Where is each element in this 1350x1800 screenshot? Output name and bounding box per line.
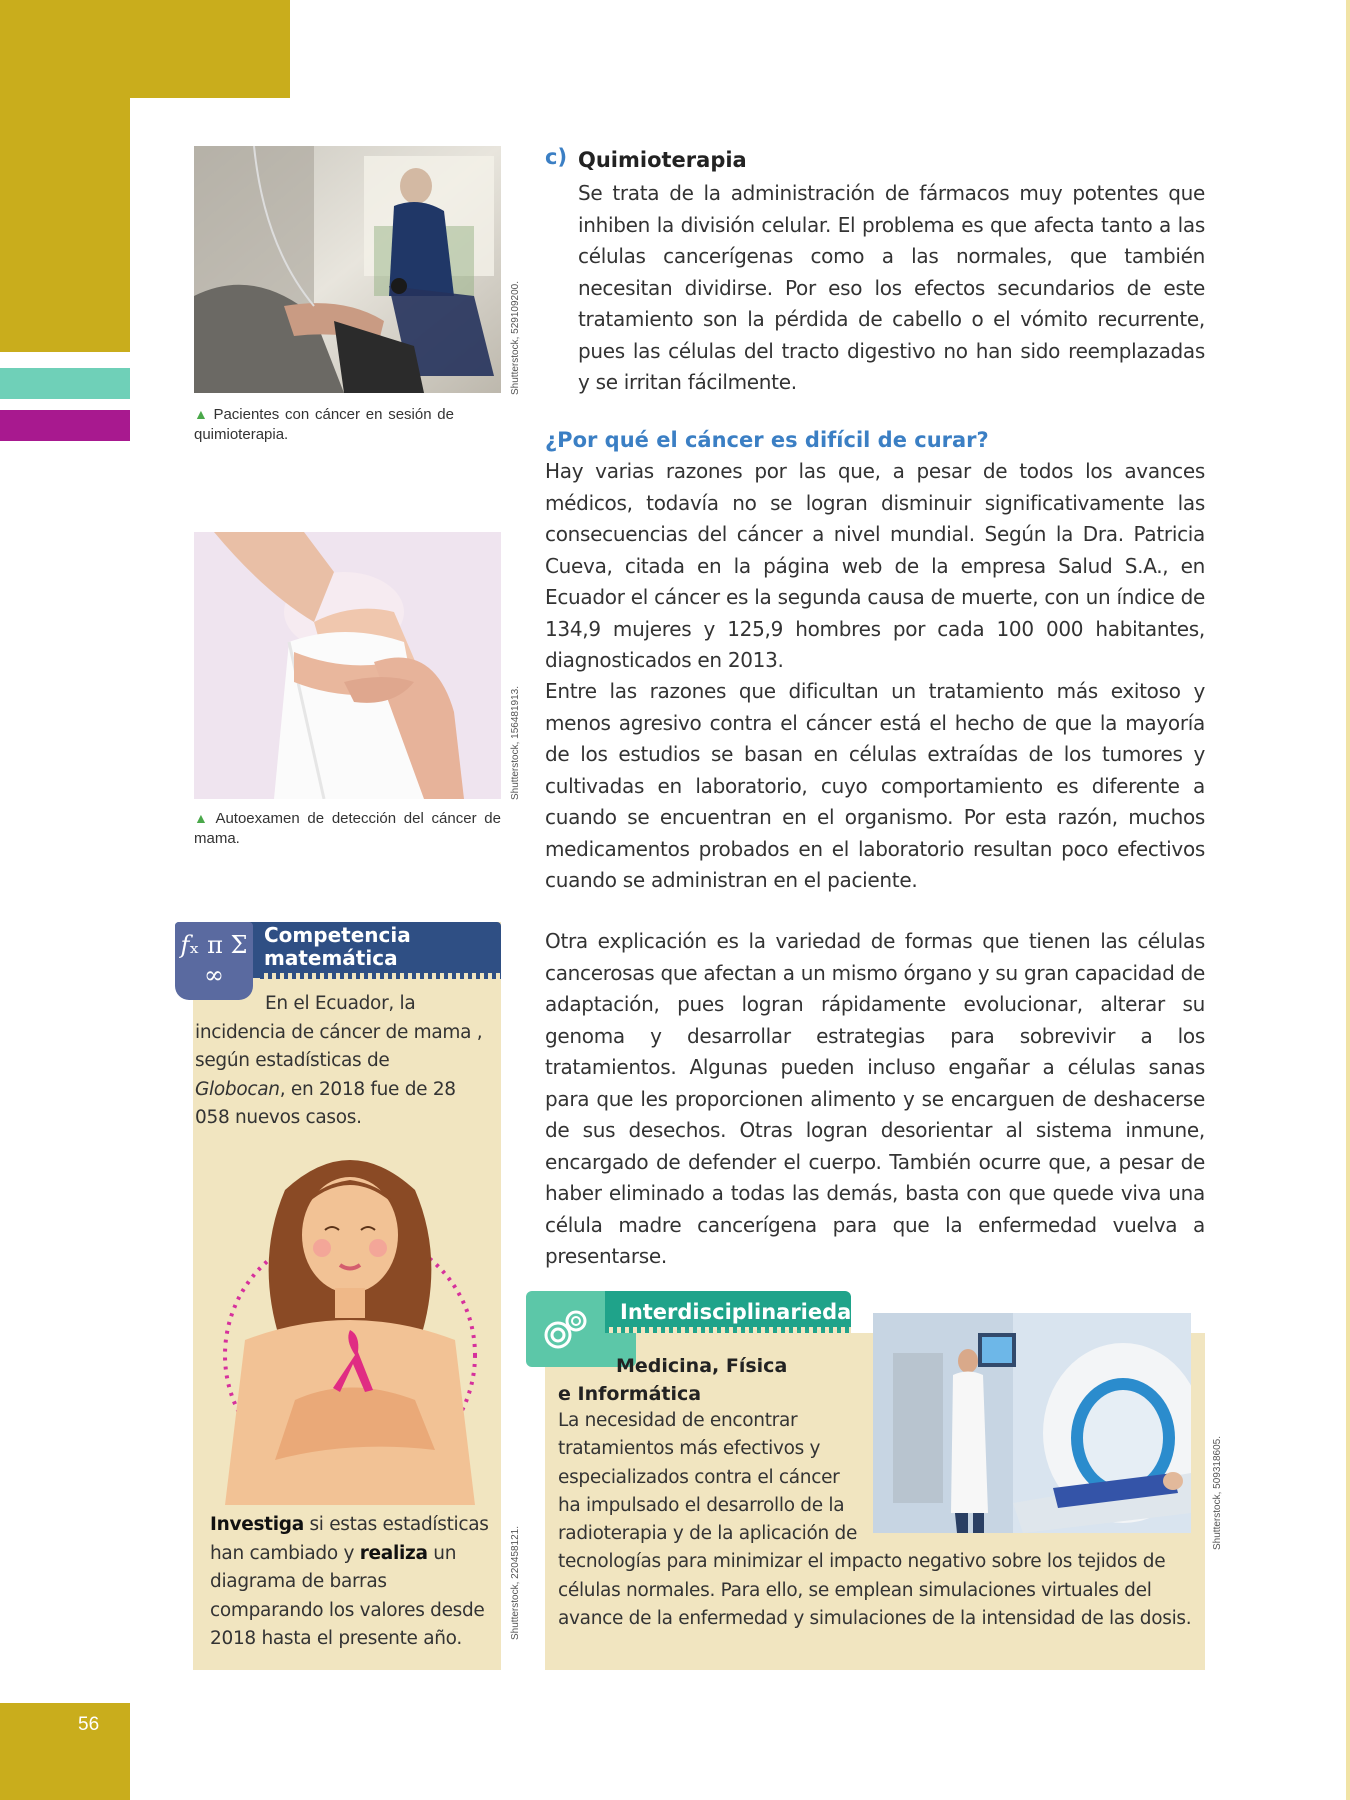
teal-stripe: [0, 368, 130, 399]
competencia-task: Investiga si estas estadísticas han cambiado y realiza un diagrama de barras comparando los valores desde 2018 hasta el presente año.: [210, 1514, 489, 1649]
math-symbols-icon: 𝑓ₓ π Σ ∞: [175, 922, 253, 1000]
chemotherapy-section: [545, 145, 1205, 399]
gold-footer-band: [0, 1703, 130, 1800]
chemotherapy-photo-credit: Shutterstock, 529109200.: [510, 281, 521, 395]
magenta-stripe: [0, 410, 130, 441]
triangle-bullet-icon: ▲: [194, 810, 212, 826]
why-paragraph-1: Hay varias razones por las que, a pesar de todos los avances médicos, todavía no se logran disminuir significativamente las consecuencias del cáncer a nivel mundial. Según la Dra. Patricia Cueva, citada en la página web de la empresa Salud S.A., en Ecuador el cáncer es la segunda causa de muerte, con un índice de 134,9 mujeres y 125,9 hombres por cada 100 000 habitantes, diagnosticados en 2013.: [545, 459, 1205, 672]
triangle-bullet-icon: ▲: [194, 406, 210, 422]
mri-photo-credit: Shutterstock, 509318605.: [1212, 1436, 1223, 1550]
chemotherapy-caption: ▲ Pacientes con cáncer en sesión de quimioterapia.: [194, 406, 454, 443]
section-body: Se trata de la administración de fármacos muy potentes que inhiben la división celular. El problema es que afecta tanto a las células cancerígenas como a las normales, que también necesitan dividirse. Por eso los efectos secundarios de este tratamiento son la pérdida de cabello o el vómito recurrente, pues las células del tracto digestivo no han sido reemplazadas y se irritan fácilmente.: [578, 181, 1205, 394]
section-letter: c): [545, 145, 568, 169]
why-heading: ¿Por qué el cáncer es difícil de curar?: [545, 428, 989, 452]
gold-side-band: [0, 98, 130, 352]
interdisciplinariedad-text: La necesidad de encontrar tratamientos más efectivos y especializados contra el cáncer ha impulsado el desarrollo de la radioterapia y de la aplicación de tecnologías para minimizar el impacto negativo sobre los tejidos de células normales. Para ello, se emplean simulaciones virtuales del avance de la enfermedad y simulaciones de la intensidad de las dosis.: [558, 1410, 1192, 1630]
competencia-text: En el Ecuador, la incidencia de cáncer de mama , según estadísticas de Globocan, en 2018 fue de 28 058 nuevos casos.: [195, 993, 483, 1128]
interdisciplinariedad-subtitle: Medicina, Física e Informática: [558, 1355, 788, 1405]
competencia-title: Competencia matemática: [264, 923, 411, 970]
interdisciplinariedad-title: Interdisciplinariedad: [620, 1300, 867, 1324]
gold-corner-band: [0, 0, 290, 98]
self-exam-caption: ▲ Autoexamen de detección del cáncer de mama.: [194, 810, 501, 847]
chemotherapy-photo: [194, 146, 501, 393]
self-exam-photo-credit: Shutterstock, 156481913.: [510, 686, 521, 800]
interdisciplinariedad-zigzag: [605, 1327, 851, 1333]
competencia-zigzag: [260, 973, 501, 979]
page-number: 56: [78, 1714, 100, 1735]
right-edge-line: [1346, 0, 1350, 1800]
why-paragraph-2: Entre las razones que dificultan un tratamiento más exitoso y menos agresivo contra el cáncer está el hecho de que la mayoría de los estudios se basan en células extraídas de los tumores y cultivadas en laboratorio, cuyo comportamiento es diferente a cuando se encuentran en el organismo. Por esta razón, muchos medicamentos probados en el laboratorio resultan poco efectivos cuando se administran en el paciente.: [545, 679, 1205, 892]
section-heading: Quimioterapia: [578, 148, 747, 172]
woman-illustration-credit: Shutterstock, 220458121.: [510, 1526, 521, 1640]
why-paragraph-3: Otra explicación es la variedad de formas que tienen las células cancerosas que afectan a un mismo órgano y su gran capacidad de adaptación, pues logran rápidamente evolucionar, alterar su genoma y desarrollar estrategias para sobrevivir a los tratamientos. Algunas pueden incluso engañar a células sanas para que les proporcionen alimento y se encarguen de deshacerse de sus desechos. Otras logran desorientar al sistema inmune, encargado de defender el cuerpo. También ocurre que, a pesar de haber eliminado a todas las demás, basta con que quede viva una célula madre cancerígena para que la enfermedad vuelva a presentarse.: [545, 929, 1205, 1268]
breast-cancer-illustration: [205, 1140, 495, 1505]
self-exam-photo: [194, 532, 501, 799]
